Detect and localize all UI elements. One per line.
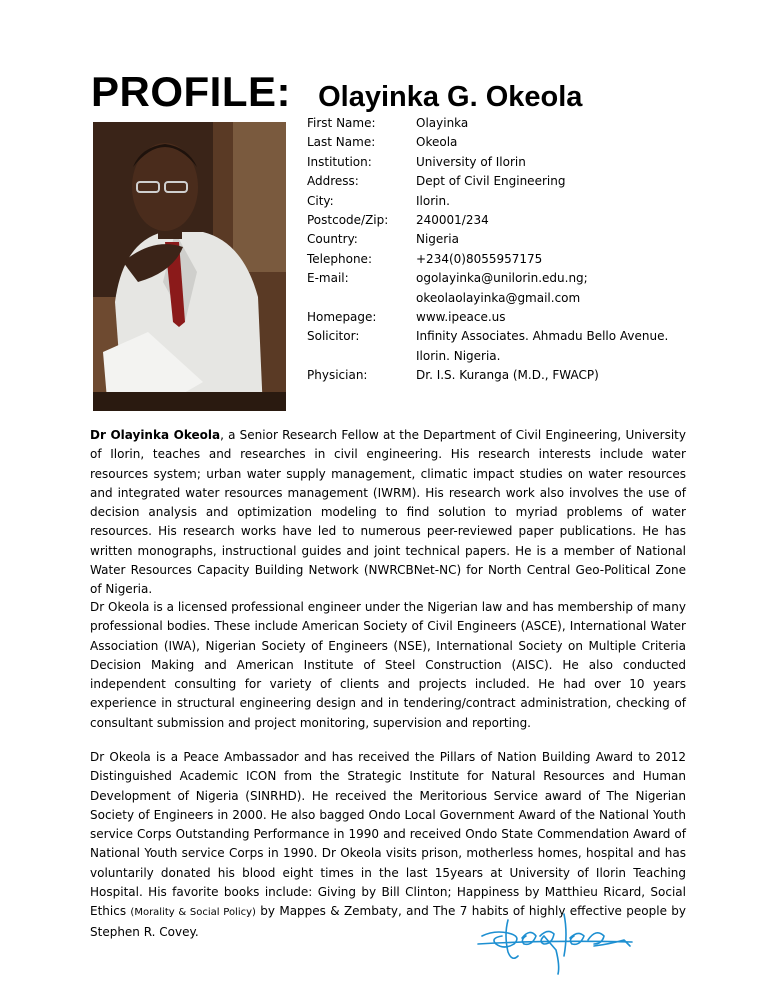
portrait-photo [93,122,286,411]
field-label: Institution: [307,154,372,169]
field-value: Infinity Associates. Ahmadu Bello Avenue. [416,329,669,344]
field-label [307,347,416,366]
field-value: Olayinka [416,116,469,130]
field-row [307,172,676,191]
bio-paragraph-1 [90,426,686,600]
field-label: E-mail: [307,271,349,286]
field-label: Solicitor: [307,329,360,344]
field-value: Nigeria [416,232,459,247]
field-row [307,114,676,133]
field-row [307,366,676,385]
email-link[interactable]: okeolaolayinka@gmail.com [416,290,581,305]
field-row [307,133,676,152]
field-row [307,230,676,249]
profile-label: PROFILE: [91,68,291,115]
homepage-link[interactable]: www.ipeace.us [416,310,506,325]
bio-small-text: (Morality & Social Policy) [130,907,256,919]
bio-paragraph-2: Dr Okeola is a licensed professional engineer under the Nigerian law and has membership of many professional bodies. These include American Society of Civil Engineers (ASCE), International Water Association (IWA), Nigerian Society of Engineers (NSE), International Society on Multiple Criteria Decision Making and American Institute of Steel Construction (AISC). He also conducted independent consulting for variety of clients and projects included. He had over 10 years experience in structural engineering design and in tendering/contract administration, checking of consultant submission and project monitoring, supervision and reporting. [90,600,686,730]
field-label: City: [307,193,334,208]
field-row [307,347,676,366]
field-label: Telephone: [307,251,372,266]
bio-text: by Mappes & Zembaty, and The 7 habits of highly effective people by Stephen R. Covey. [90,904,687,939]
field-label: Last Name: [307,135,376,150]
field-label: Physician: [307,368,368,383]
bio-name: Dr Olayinka Okeola [90,428,221,442]
field-row [307,250,676,269]
signature [474,900,634,976]
field-label: First Name: [307,116,376,130]
field-value: Dr. I.S. Kuranga (M.D., FWACP) [416,368,599,383]
field-value: 240001/234 [416,213,489,228]
email-link[interactable]: ogolayinka@unilorin.edu.ng; [416,271,588,286]
profile-fields [307,114,676,386]
field-value: Ilorin. Nigeria. [416,348,501,363]
field-label: Country: [307,232,358,247]
field-value: Ilorin. [416,193,450,208]
field-row [307,269,676,288]
field-row [307,289,676,308]
field-value: Dept of Civil Engineering [416,174,566,189]
field-row [307,308,676,327]
field-row [307,327,676,346]
field-row [307,211,676,230]
field-value: University of Ilorin [416,154,526,169]
field-label [307,289,416,308]
bio-text: , a Senior Research Fellow at the Department of Civil Engineering, University of Ilorin, teaches and researches in civil engineering. His research interests include water resources system; urban water supply management, climatic impact studies on water resources and integrated water resources management (IWRM). His research work also involves the use of decision analysis and optimization modeling to find solution to myriad problems of water resources. His research works have led to numerous peer-reviewed paper publications. He has written monographs, instructional guides and joint technical papers. He is a member of National Water Resources Capacity Building Network (NWRCBNet-NC) for North Central Geo-Political Zone of Nigeria. [90,428,686,597]
profile-heading [91,68,582,116]
person-name: Olayinka G. Okeola [318,81,583,113]
field-row [307,192,676,211]
field-value: +234(0)8055957175 [416,251,543,266]
field-row [307,153,676,172]
field-label: Address: [307,174,359,189]
field-label: Postcode/Zip: [307,213,389,228]
field-value: Okeola [416,135,458,150]
bio-text: Dr Okeola is a Peace Ambassador and has received the Pillars of Nation Building Award to 2012 Distinguished Academic ICON from the Strategic Institute for Natural Resources and Human Development of Nigeria (SINRHD). He received the Meritorious Service award of The Nigerian Society of Engineers in 2000. He also bagged Ondo Local Government Award of the National Youth service Corps Outstanding Performance in 1990 and received Ondo State Commendation Award of National Youth service Corps in 1990. Dr Okeola visits prison, motherless homes, hospital and has voluntarily donated his blood eight times in the last 15years at University of Ilorin Teaching Hospital. His favorite books include: Giving by Bill Clinton; Happiness by Matthieu Ricard, Social Ethics [90,750,686,919]
field-label: Homepage: [307,310,377,325]
